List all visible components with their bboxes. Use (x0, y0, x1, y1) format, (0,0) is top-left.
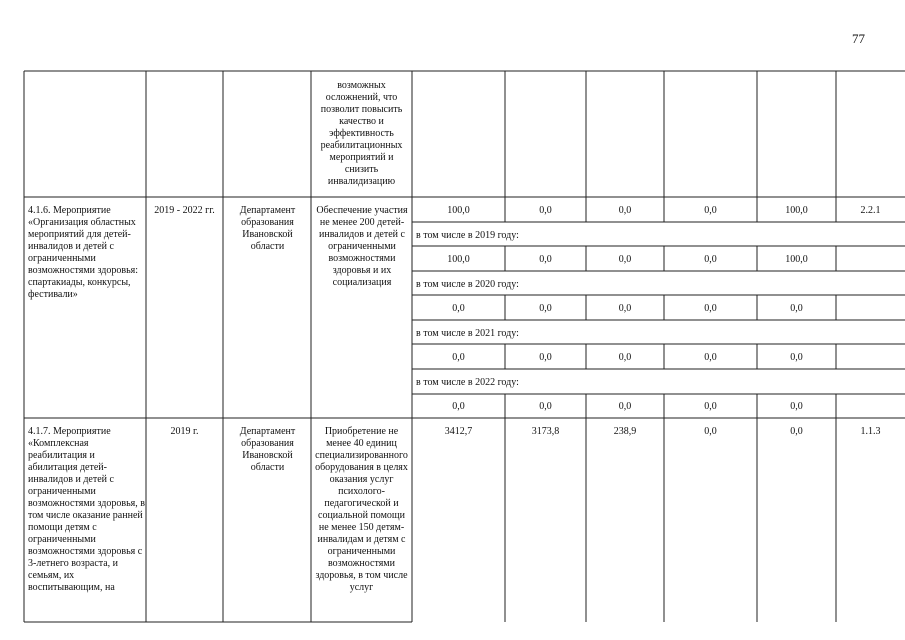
row-416-total-value: 0,0 (704, 205, 717, 216)
row-416-2022-label: в том числе в 2022 году: (416, 377, 519, 388)
row-416-name-cell: 4.1.6. Мероприятие «Организация областных мероприятий для детей-инвалидов и детей с ограниченными возможностями здоровья: спартакиады, конкурсы, фестивали» (28, 205, 139, 300)
row-416-2020-value: 0,0 (452, 303, 465, 314)
row-416-2020-value: 0,0 (618, 303, 632, 314)
row-417-total-value: 0,0 (704, 426, 717, 437)
row-416-2019-value: 0,0 (539, 254, 552, 265)
row-416-period-cell: 2019 - 2022 гг. (154, 205, 215, 216)
row-417-total-value: 3412,7 (444, 426, 473, 437)
row-416-2022-value: 0,0 (618, 401, 632, 412)
row-416-code: 2.2.1 (860, 205, 881, 216)
row-416-2020-label: в том числе в 2020 году: (416, 279, 519, 290)
row-416-result-cell: Обеспечение участия не менее 200 детей-инвалидов и детей с ограниченными возможностями здоровья и их социализация (316, 205, 408, 288)
row-416-2021-value: 0,0 (790, 352, 803, 363)
row-416-2021-value: 0,0 (704, 352, 717, 363)
row-416-2019-label: в том числе в 2019 году: (416, 230, 519, 241)
row-416-2021-value: 0,0 (618, 352, 632, 363)
row-417-total-value: 238,9 (613, 426, 637, 437)
row-417-name-cell: 4.1.7. Мероприятие «Комплексная реабилитация и абилитация детей-инвалидов и детей с ограниченными возможностями здоровья, в том числе оказание ранней помощи детям с ограниченными возможностями здоровья с 3-летнего возраста, и семьям, их воспитывающим, на (28, 426, 145, 593)
row-416-2020-value: 0,0 (790, 303, 803, 314)
row-416-2019-value: 100,0 (785, 254, 808, 265)
row-416-2021-value: 0,0 (539, 352, 552, 363)
row-416-total-value: 100,0 (447, 205, 470, 216)
row-416-total-value: 0,0 (539, 205, 552, 216)
row-417-result-cell: Приобретение не менее 40 единиц специализированного оборудования в целях оказания услуг психолого-педагогической и социальной помощи не менее 150 детям-инвалидам и детям с ограниченными возможностями здоровья, в том числе услуг (315, 426, 408, 593)
row-417-period-cell: 2019 г. (170, 426, 199, 437)
row-416-total-value: 100,0 (785, 205, 808, 216)
row-416-executor-cell: Департамент образования Ивановской области (239, 205, 296, 252)
row-417-total-value: 0,0 (790, 426, 803, 437)
row-416-2022-value: 0,0 (452, 401, 465, 412)
row-416-2020-value: 0,0 (704, 303, 717, 314)
row-417-total-value: 3173,8 (531, 426, 560, 437)
row-416-2022-value: 0,0 (539, 401, 552, 412)
row-416-2019-value: 0,0 (704, 254, 717, 265)
row-416-2019-value: 0,0 (618, 254, 632, 265)
row-416-2020-value: 0,0 (539, 303, 552, 314)
row-417-code: 1.1.3 (860, 426, 881, 437)
row-416-2021-label: в том числе в 2021 году: (416, 328, 519, 339)
top-row-result-cell: возможных осложнений, что позволит повысить качество и эффективность реабилитационных мероприятий и снизить инвалидизацию (320, 80, 403, 187)
row-416-2019-value: 100,0 (447, 254, 470, 265)
page-number: 77 (852, 31, 865, 46)
row-416-2022-value: 0,0 (704, 401, 717, 412)
row-416-total-value: 0,0 (618, 205, 632, 216)
row-416-2021-value: 0,0 (452, 352, 465, 363)
row-417-executor-cell: Департамент образования Ивановской области (239, 426, 296, 473)
row-416-2022-value: 0,0 (790, 401, 803, 412)
